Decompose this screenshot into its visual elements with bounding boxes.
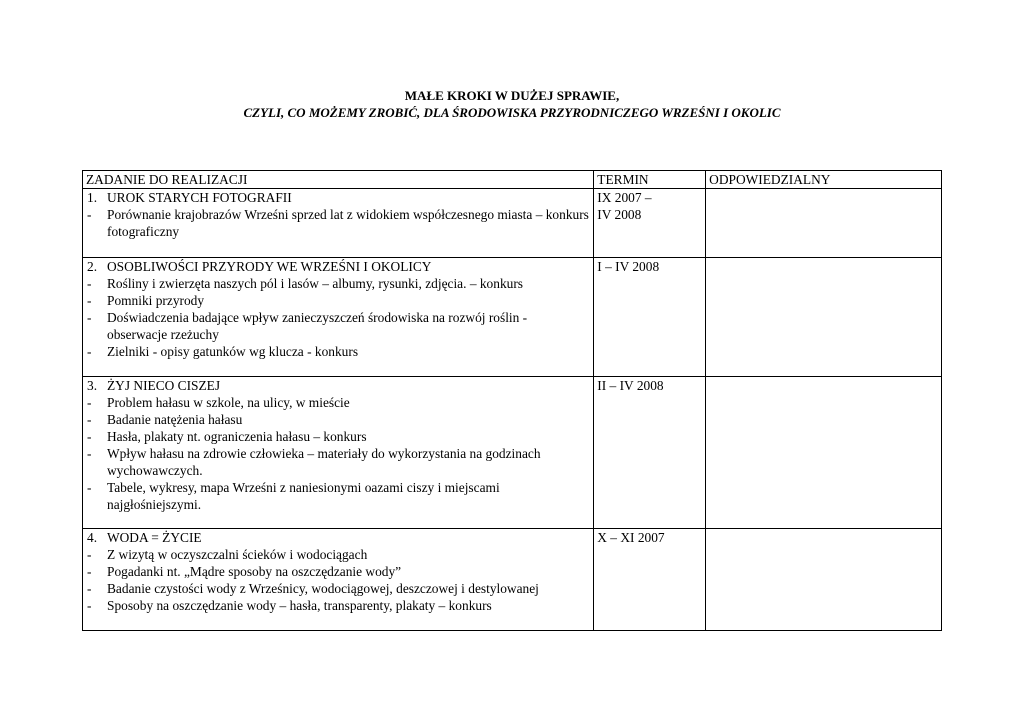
- list-item: [86, 445, 590, 479]
- task-heading: [86, 377, 590, 394]
- list-item: [86, 206, 590, 240]
- term-line: II – IV 2008: [597, 378, 664, 393]
- document-title: [0, 87, 1024, 121]
- term-cell: [594, 189, 706, 258]
- task-heading-text: WODA = ŻYCIE: [107, 530, 202, 545]
- responsible-cell: [706, 189, 942, 258]
- task-number: 1.: [87, 190, 98, 205]
- task-subitems: [86, 206, 590, 240]
- list-item: [86, 479, 590, 513]
- term-cell: [594, 377, 706, 529]
- responsible-cell: [706, 258, 942, 377]
- header-responsible: ODPOWIEDZIALNY: [706, 171, 942, 189]
- task-number: 4.: [87, 530, 98, 545]
- list-item: [86, 580, 590, 597]
- title-line-1: MAŁE KROKI W DUŻEJ SPRAWIE,: [404, 88, 620, 103]
- task-subitems: [86, 546, 590, 614]
- table-row: [83, 377, 942, 529]
- term-cell: [594, 258, 706, 377]
- term-line: X – XI 2007: [597, 530, 665, 545]
- task-heading-text: ŻYJ NIECO CISZEJ: [107, 378, 221, 393]
- task-heading: [86, 258, 590, 275]
- task-cell: [83, 529, 594, 631]
- table-header-row: [83, 171, 942, 189]
- list-item-text: Badanie natężenia hałasu: [107, 412, 243, 427]
- task-number: 2.: [87, 259, 98, 274]
- list-item-text: Wpływ hałasu na zdrowie człowieka – materiały do wykorzystania na godzinach wychowawczych.: [107, 446, 541, 478]
- task-cell: [83, 258, 594, 377]
- task-subitems: [86, 275, 590, 360]
- bullet-dash: -: [87, 293, 92, 308]
- task-heading-text: UROK STARYCH FOTOGRAFII: [107, 190, 292, 205]
- list-item-text: Pomniki przyrody: [107, 293, 205, 308]
- bullet-dash: -: [87, 547, 92, 562]
- term-line: IV 2008: [597, 207, 642, 222]
- tasks-table: [82, 170, 942, 631]
- list-item: [86, 309, 590, 343]
- bullet-dash: -: [87, 310, 92, 325]
- task-number: 3.: [87, 378, 98, 393]
- header-term: TERMIN: [594, 171, 706, 189]
- list-item: [86, 411, 590, 428]
- table-row: [83, 258, 942, 377]
- list-item: [86, 597, 590, 614]
- term-line: I – IV 2008: [597, 259, 660, 274]
- list-item-text: Z wizytą w oczyszczalni ścieków i wodociągach: [107, 547, 368, 562]
- bullet-dash: -: [87, 564, 92, 579]
- list-item: [86, 546, 590, 563]
- list-item: [86, 563, 590, 580]
- term-cell: [594, 529, 706, 631]
- list-item-text: Rośliny i zwierzęta naszych pól i lasów – albumy, rysunki, zdjęcia. – konkurs: [107, 276, 524, 291]
- responsible-cell: [706, 377, 942, 529]
- bullet-dash: -: [87, 276, 92, 291]
- bullet-dash: -: [87, 429, 92, 444]
- list-item: [86, 394, 590, 411]
- task-heading-text: OSOBLIWOŚCI PRZYRODY WE WRZEŚNI I OKOLICY: [107, 259, 432, 274]
- list-item: [86, 343, 590, 360]
- list-item-text: Sposoby na oszczędzanie wody – hasła, transparenty, plakaty – konkurs: [107, 598, 492, 613]
- list-item-text: Tabele, wykresy, mapa Wrześni z naniesionymi oazami ciszy i miejscami najgłośniejszymi.: [107, 480, 500, 512]
- bullet-dash: -: [87, 581, 92, 596]
- list-item: [86, 292, 590, 309]
- bullet-dash: -: [87, 207, 92, 222]
- task-cell: [83, 377, 594, 529]
- bullet-dash: -: [87, 412, 92, 427]
- list-item-text: Pogadanki nt. „Mądre sposoby na oszczędzanie wody”: [107, 564, 402, 579]
- bullet-dash: -: [87, 344, 92, 359]
- task-heading: [86, 529, 590, 546]
- list-item-text: Badanie czystości wody z Wrześnicy, wodociągowej, deszczowej i destylowanej: [107, 581, 539, 596]
- responsible-cell: [706, 529, 942, 631]
- title-line-2: CZYLI, CO MOŻEMY ZROBIĆ, DLA ŚRODOWISKA PRZYRODNICZEGO WRZEŚNI I OKOLIC: [243, 105, 781, 120]
- list-item-text: Zielniki - opisy gatunków wg klucza - konkurs: [107, 344, 359, 359]
- term-line: IX 2007 –: [597, 190, 652, 205]
- task-heading: [86, 189, 590, 206]
- bullet-dash: -: [87, 480, 92, 495]
- list-item-text: Problem hałasu w szkole, na ulicy, w mieście: [107, 395, 350, 410]
- table-row: [83, 189, 942, 258]
- list-item: [86, 428, 590, 445]
- list-item-text: Hasła, plakaty nt. ograniczenia hałasu – konkurs: [107, 429, 367, 444]
- table-row: [83, 529, 942, 631]
- bullet-dash: -: [87, 598, 92, 613]
- header-task: ZADANIE DO REALIZACJI: [83, 171, 594, 189]
- list-item-text: Porównanie krajobrazów Wrześni sprzed lat z widokiem współczesnego miasta – konkurs fotograficzny: [107, 207, 589, 239]
- list-item: [86, 275, 590, 292]
- bullet-dash: -: [87, 395, 92, 410]
- task-cell: [83, 189, 594, 258]
- bullet-dash: -: [87, 446, 92, 461]
- task-subitems: [86, 394, 590, 513]
- list-item-text: Doświadczenia badające wpływ zanieczyszczeń środowiska na rozwój roślin - obserwacje rzeżuchy: [107, 310, 528, 342]
